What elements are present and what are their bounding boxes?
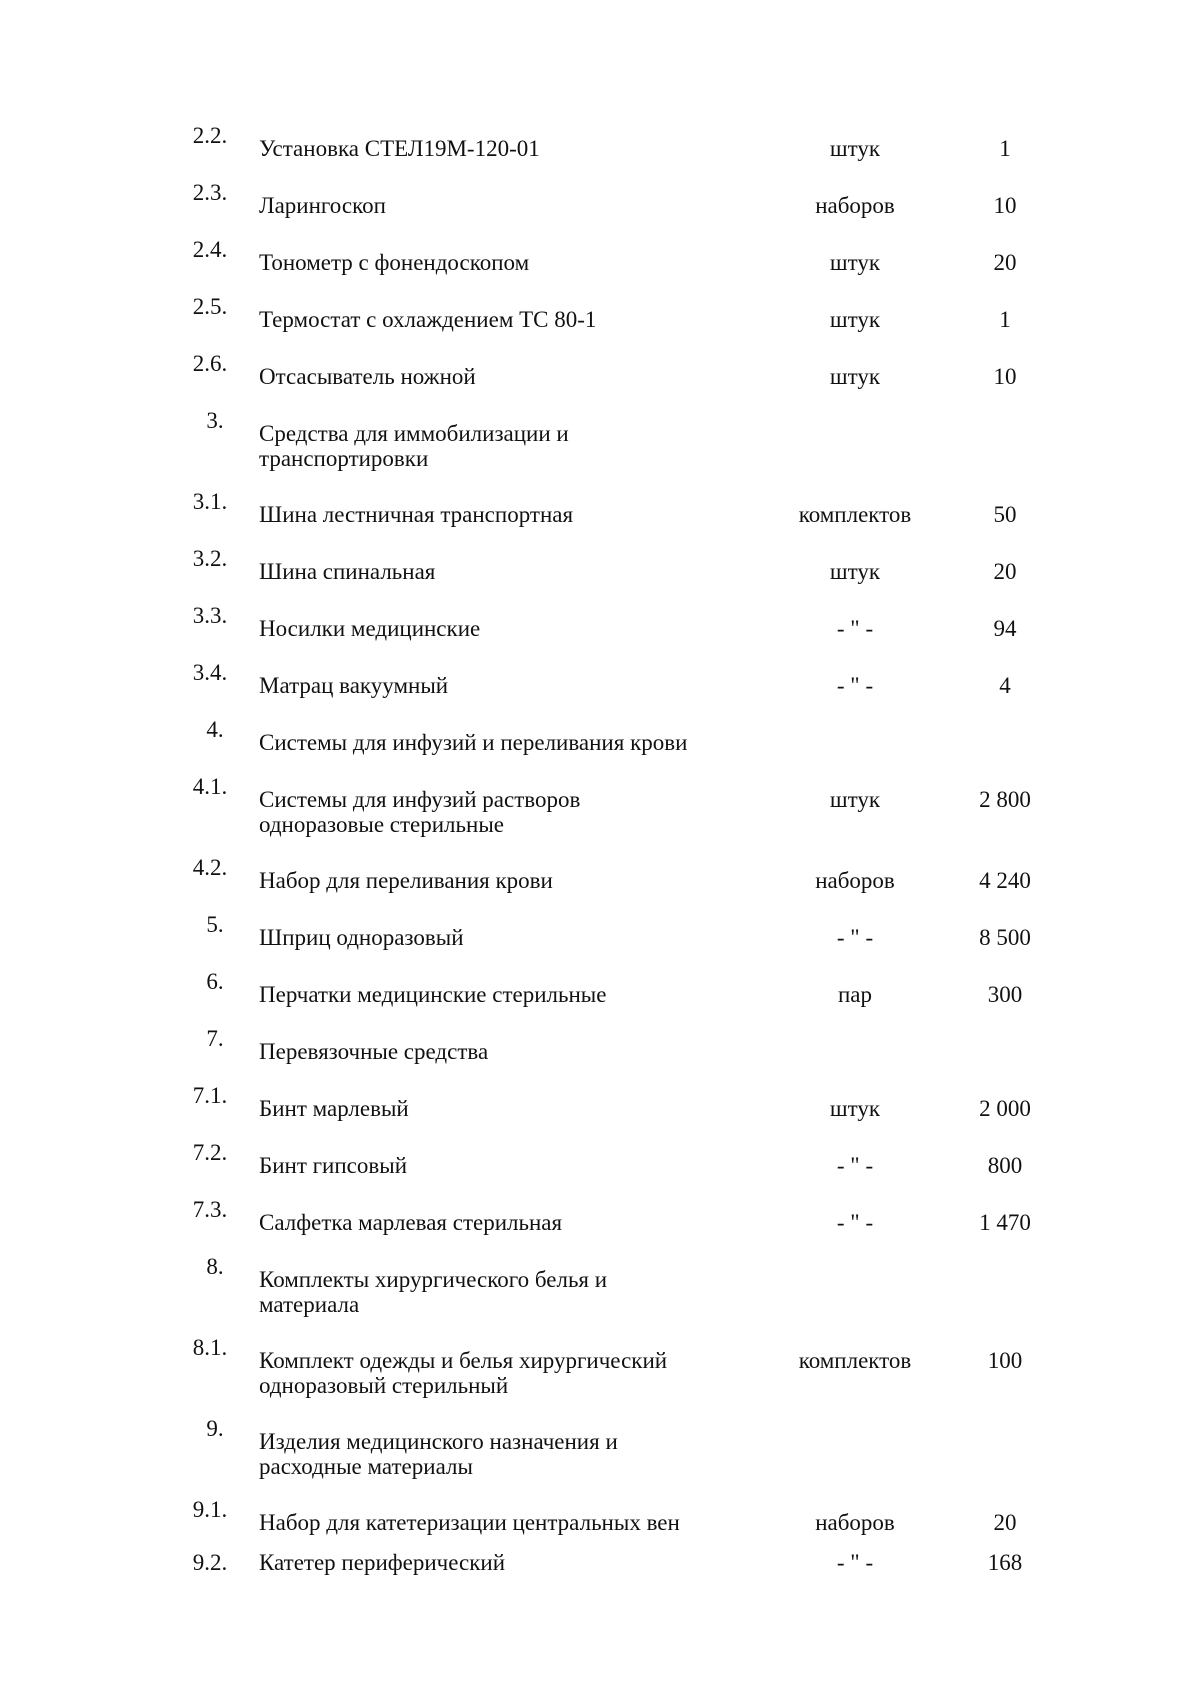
item-name: Системы для инфузий растворов одноразовые стерильные <box>259 787 581 837</box>
item-quantity: 800 <box>987 1153 1023 1178</box>
item-quantity: 94 <box>993 616 1017 641</box>
item-quantity: 2 800 <box>979 787 1031 812</box>
item-unit: комплектов <box>798 1348 912 1373</box>
item-name: Салфетка марлевая стерильная <box>259 1210 563 1235</box>
item-number: 4.1. <box>192 774 228 799</box>
item-number: 3.4. <box>192 660 228 685</box>
item-quantity: 300 <box>987 982 1023 1007</box>
item-name: Носилки медицинские <box>259 616 481 641</box>
item-name: Шина спинальная <box>259 559 436 584</box>
item-number: 8.1. <box>192 1335 228 1360</box>
section-title: Изделия медицинского назначения и расходные материалы <box>259 1429 618 1479</box>
item-unit: наборов <box>815 868 895 893</box>
item-unit: штук <box>829 136 881 161</box>
item-quantity: 20 <box>993 559 1017 584</box>
item-unit: - " - <box>836 616 874 641</box>
item-quantity: 50 <box>993 502 1017 527</box>
item-number: 9.2. <box>192 1550 228 1575</box>
item-name: Катетер периферический <box>259 1550 506 1575</box>
item-quantity: 10 <box>993 364 1017 389</box>
item-name: Шина лестничная транспортная <box>259 502 574 527</box>
item-name: Термостат с охлаждением ТС 80-1 <box>259 307 597 332</box>
item-name: Бинт марлевый <box>259 1096 409 1121</box>
item-unit: наборов <box>815 193 895 218</box>
item-unit: - " - <box>836 1210 874 1235</box>
section-number: 4. <box>206 717 224 742</box>
section-title: Перевязочные средства <box>259 1039 489 1064</box>
item-quantity: 100 <box>987 1348 1023 1373</box>
item-quantity: 4 <box>999 673 1011 698</box>
item-unit: - " - <box>836 1153 874 1178</box>
item-name: Тонометр с фонендоскопом <box>259 250 530 275</box>
item-unit: штук <box>829 364 881 389</box>
item-quantity: 8 500 <box>979 925 1031 950</box>
section-title: Системы для инфузий и переливания крови <box>259 730 688 755</box>
item-number: 6. <box>206 969 224 994</box>
item-quantity: 20 <box>993 1510 1017 1535</box>
section-number: 8. <box>206 1254 224 1279</box>
section-number: 7. <box>206 1026 224 1051</box>
item-name: Ларингоскоп <box>259 193 386 218</box>
item-number: 7.3. <box>192 1197 228 1222</box>
item-number: 2.4. <box>192 237 228 262</box>
item-name: Набор для переливания крови <box>259 868 553 893</box>
item-number: 3.2. <box>192 546 228 571</box>
item-unit: штук <box>829 250 881 275</box>
item-unit: комплектов <box>798 502 912 527</box>
section-title: Средства для иммобилизации и транспортировки <box>259 421 569 471</box>
item-name: Набор для катетеризации центральных вен <box>259 1510 680 1535</box>
item-number: 7.1. <box>192 1083 228 1108</box>
item-name: Установка СТЕЛ19М-120-01 <box>259 136 540 161</box>
item-unit: наборов <box>815 1510 895 1535</box>
item-quantity: 168 <box>987 1550 1023 1575</box>
item-quantity: 4 240 <box>979 868 1031 893</box>
item-unit: - " - <box>836 673 874 698</box>
item-quantity: 2 000 <box>979 1096 1031 1121</box>
item-unit: штук <box>829 559 881 584</box>
section-title: Комплекты хирургического белья и материала <box>259 1267 608 1317</box>
item-number: 9.1. <box>192 1497 228 1522</box>
item-number: 2.3. <box>192 180 228 205</box>
item-name: Комплект одежды и белья хирургический одноразовый стерильный <box>259 1348 668 1398</box>
item-name: Отсасыватель ножной <box>259 364 476 389</box>
item-number: 2.6. <box>192 351 228 376</box>
item-number: 3.3. <box>192 603 228 628</box>
item-name: Перчатки медицинские стерильные <box>259 982 607 1007</box>
item-name: Шприц одноразовый <box>259 925 464 950</box>
item-name: Бинт гипсовый <box>259 1153 408 1178</box>
item-number: 7.2. <box>192 1140 228 1165</box>
item-unit: - " - <box>836 1550 874 1575</box>
item-name: Матрац вакуумный <box>259 673 449 698</box>
item-number: 5. <box>206 912 224 937</box>
item-unit: пар <box>837 982 873 1007</box>
item-unit: - " - <box>836 925 874 950</box>
item-number: 3.1. <box>192 489 228 514</box>
section-number: 9. <box>206 1416 224 1441</box>
item-number: 2.2. <box>192 123 228 148</box>
item-quantity: 20 <box>993 250 1017 275</box>
item-quantity: 10 <box>993 193 1017 218</box>
item-number: 2.5. <box>192 294 228 319</box>
item-quantity: 1 <box>999 307 1011 332</box>
item-quantity: 1 470 <box>979 1210 1031 1235</box>
item-number: 4.2. <box>192 855 228 880</box>
item-unit: штук <box>829 1096 881 1121</box>
item-quantity: 1 <box>999 136 1011 161</box>
section-number: 3. <box>206 408 224 433</box>
item-unit: штук <box>829 307 881 332</box>
item-unit: штук <box>829 787 881 812</box>
